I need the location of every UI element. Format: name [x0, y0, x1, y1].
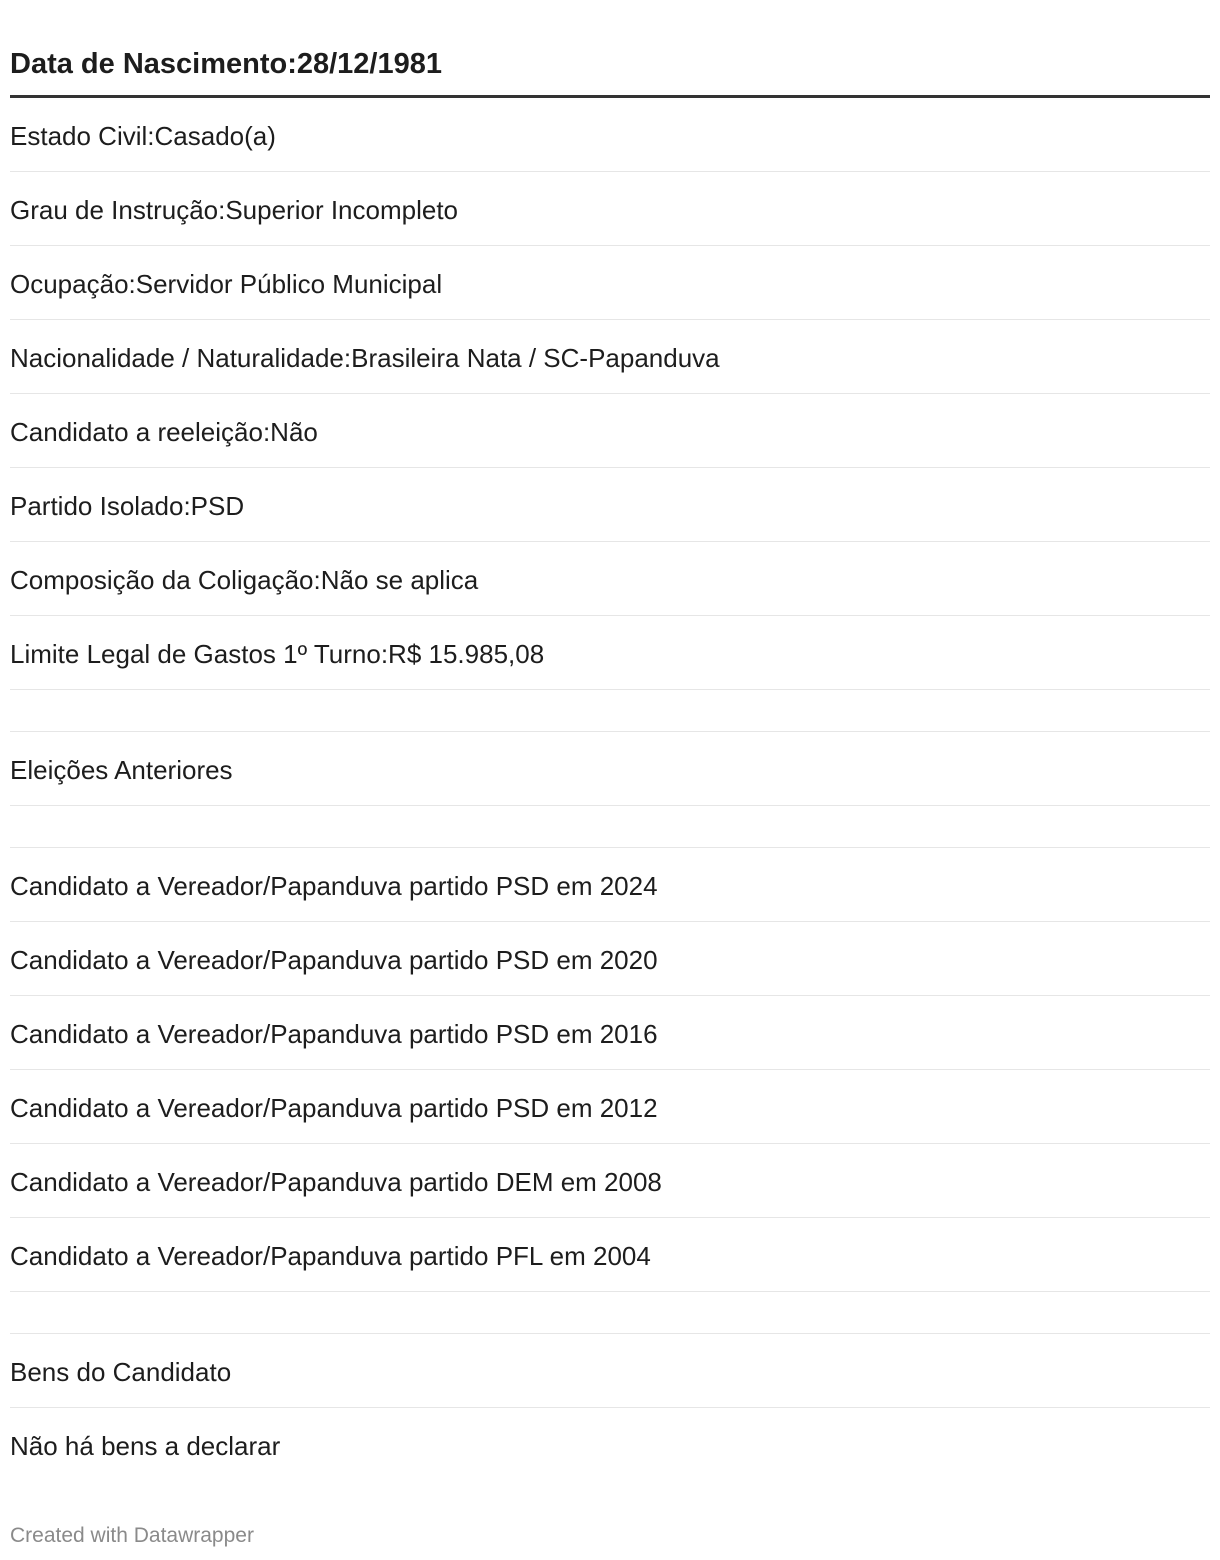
- table-cell: Ocupação:Servidor Público Municipal: [10, 269, 443, 299]
- table-cell: Nacionalidade / Naturalidade:Brasileira Nata / SC-Papanduva: [10, 343, 720, 373]
- table-cell: Candidato a Vereador/Papanduva partido PFL em 2004: [10, 1241, 651, 1271]
- table-cell: Não há bens a declarar: [10, 1431, 281, 1461]
- table-row-election: [10, 1218, 1210, 1292]
- table-header: [10, 0, 1210, 98]
- table-cell: Candidato a Vereador/Papanduva partido PSD em 2024: [10, 871, 658, 901]
- table-row-spacer: [10, 1292, 1210, 1334]
- table-row-election: [10, 922, 1210, 996]
- datawrapper-credit[interactable]: Created with Datawrapper: [10, 1524, 254, 1547]
- table-row-election: [10, 1070, 1210, 1144]
- table-cell: Grau de Instrução:Superior Incompleto: [10, 195, 459, 225]
- candidate-table: [10, 0, 1210, 1482]
- table-row-coalition: [10, 542, 1210, 616]
- table-row-nationality: [10, 320, 1210, 394]
- table-row-assets: [10, 1408, 1210, 1482]
- table-cell: Candidato a reeleição:Não: [10, 417, 318, 447]
- table-row-marital-status: [10, 98, 1210, 172]
- table-cell: Candidato a Vereador/Papanduva partido PSD em 2016: [10, 1019, 658, 1049]
- table-row-election: [10, 848, 1210, 922]
- table-row-occupation: [10, 246, 1210, 320]
- table-cell: Candidato a Vereador/Papanduva partido PSD em 2012: [10, 1093, 658, 1123]
- table-cell: Estado Civil:Casado(a): [10, 121, 276, 151]
- table-row-reelection: [10, 394, 1210, 468]
- table-row-education: [10, 172, 1210, 246]
- table-row-assets-heading: [10, 1334, 1210, 1408]
- table-row-election: [10, 1144, 1210, 1218]
- table-row-previous-elections-heading: [10, 732, 1210, 806]
- table-cell: Limite Legal de Gastos 1º Turno:R$ 15.985,08: [10, 639, 545, 669]
- table-body: [10, 98, 1210, 1482]
- table-row-party: [10, 468, 1210, 542]
- table-cell: Candidato a Vereador/Papanduva partido PSD em 2020: [10, 945, 658, 975]
- table-cell: Eleições Anteriores: [10, 755, 233, 785]
- table-cell: Candidato a Vereador/Papanduva partido DEM em 2008: [10, 1167, 662, 1197]
- table-row-election: [10, 996, 1210, 1070]
- table-cell: Partido Isolado:PSD: [10, 491, 245, 521]
- table-row-spacer: [10, 806, 1210, 848]
- header-cell-birthdate: Data de Nascimento:28/12/1981: [10, 48, 442, 80]
- table-row-spending-limit: [10, 616, 1210, 690]
- table-cell: Composição da Coligação:Não se aplica: [10, 565, 479, 595]
- table-cell: Bens do Candidato: [10, 1357, 232, 1387]
- table-row-spacer: [10, 690, 1210, 732]
